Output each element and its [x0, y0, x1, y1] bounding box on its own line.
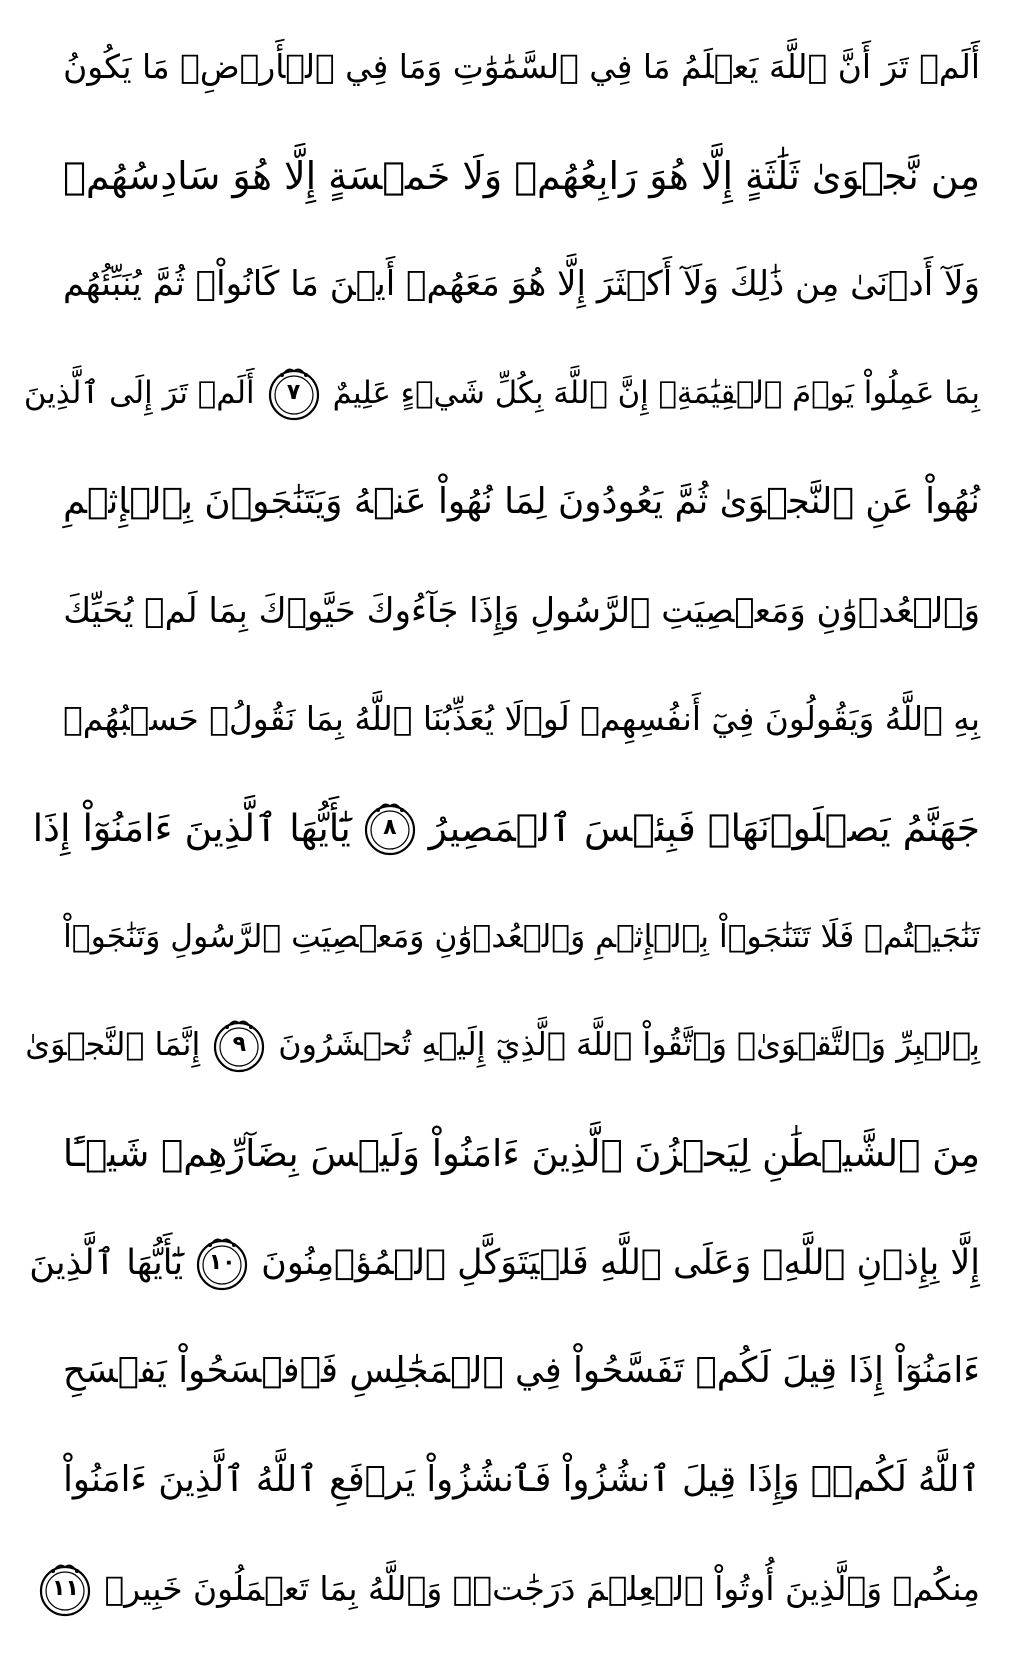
verse-text: يَٰٓأَيُّهَا ٱلَّذِينَ ءَامَنُوٓاْ إِذَا: [32, 805, 351, 850]
verse-text: تَنَٰجَيۡتُمۡ فَلَا تَتَنَٰجَوۡاْ بِٱلۡإِثۡمِ وَٱلۡعُدۡوَٰنِ وَمَعۡصِيَتِ ٱلرَّسُولِ وَتَنَٰجَوۡاْ: [63, 918, 980, 955]
quran-text-block: [23, 22, 980, 1634]
verse-text: مِنكُمۡ وَٱلَّذِينَ أُوتُواْ ٱلۡعِلۡمَ دَرَجَٰتٖۚ وَٱللَّهُ بِمَا تَعۡمَلُونَ خَبِيرٞ: [104, 1568, 980, 1608]
verse-text: إِنَّمَا ٱلنَّجۡوَىٰ: [25, 1027, 201, 1064]
ayah-end-ornament-icon: [193, 1234, 251, 1292]
verse-text: جَهَنَّمُ يَصۡلَوۡنَهَاۖ فَبِئۡسَ ٱلۡمَصِيرُ: [428, 805, 980, 850]
verse-text: ٱللَّهُ لَكُمۡۖ وَإِذَا قِيلَ ٱنشُزُواْ فَٱنشُزُواْ يَرۡفَعِ ٱللَّهُ ٱلَّذِينَ ءَامَنُواْ: [63, 1459, 980, 1501]
text-line-4: [23, 348, 980, 438]
verse-text: نُهُواْ عَنِ ٱلنَّجۡوَىٰ ثُمَّ يَعُودُونَ لِمَا نُهُواْ عَنۡهُ وَيَتَنَٰجَوۡنَ بِٱلۡإِثۡمِ: [63, 480, 980, 522]
verse-text: بِٱلۡبِرِّ وَٱلتَّقۡوَىٰۖ وَٱتَّقُواْ ٱللَّهَ ٱلَّذِيٓ إِلَيۡهِ تُحۡشَرُونَ: [278, 1027, 980, 1064]
ayah-number: ٧: [286, 380, 301, 406]
text-line-6: [44, 566, 980, 656]
verse-text: ءَامَنُوٓاْ إِذَا قِيلَ لَكُمۡ تَفَسَّحُواْ فِي ٱلۡمَجَٰلِسِ فَٱفۡسَحُواْ يَفۡسَحِ: [62, 1350, 980, 1392]
text-line-9: [44, 892, 980, 982]
ayah-number: ١١: [52, 1575, 79, 1601]
text-line-10: [25, 1000, 980, 1090]
ayah-end-ornament-icon: [36, 1560, 94, 1618]
verse-text: يَٰٓأَيُّهَا ٱلَّذِينَ: [29, 1242, 184, 1283]
verse-text: بِهِ ٱللَّهُ وَيَقُولُونَ فِيٓ أَنفُسِهِمۡ لَوۡلَا يُعَذِّبُنَا ٱللَّهُ بِمَا نَقُولُۚ حَسۡبُهُمۡ: [63, 700, 980, 739]
text-line-5: [44, 457, 980, 547]
ayah-number: ٨: [383, 814, 397, 840]
verse-text: مِن نَّجۡوَىٰ ثَلَٰثَةٍ إِلَّا هُوَ رَابِعُهُمۡ وَلَا خَمۡسَةٍ إِلَّا هُوَ سَادِسُهُمۡ: [63, 153, 980, 198]
ayah-end-ornament-icon: [265, 364, 323, 422]
verse-text: أَلَمۡ تَرَ إِلَى ٱلَّذِينَ: [23, 375, 255, 412]
text-line-8: [32, 783, 980, 873]
verse-text: إِلَّا بِإِذۡنِ ٱللَّهِۚ وَعَلَى ٱللَّهِ فَلۡيَتَوَكَّلِ ٱلۡمُؤۡمِنُونَ: [261, 1242, 980, 1283]
text-line-2: [44, 131, 980, 221]
verse-text: وَٱلۡعُدۡوَٰنِ وَمَعۡصِيَتِ ٱلرَّسُولِ وَإِذَا جَآءُوكَ حَيَّوۡكَ بِمَا لَمۡ يُحَيِّكَ: [63, 590, 980, 631]
text-line-3: [44, 239, 980, 329]
text-line-14: [44, 1435, 980, 1525]
verse-text: مِنَ ٱلشَّيۡطَٰنِ لِيَحۡزُنَ ٱلَّذِينَ ءَامَنُواْ وَلَيۡسَ بِضَآرِّهِمۡ شَيۡـًٔا: [62, 1132, 980, 1176]
ayah-number: ٩: [232, 1032, 246, 1058]
text-line-11: [44, 1109, 980, 1199]
text-line-12: [29, 1218, 980, 1308]
verse-text: وَلَآ أَدۡنَىٰ مِن ذَٰلِكَ وَلَآ أَكۡثَرَ إِلَّا هُوَ مَعَهُمۡ أَيۡنَ مَا كَانُواْۖ ثُمَّ يُنَبِّئُهُم: [62, 264, 980, 305]
verse-text: أَلَمۡ تَرَ أَنَّ ٱللَّهَ يَعۡلَمُ مَا فِي ٱلسَّمَٰوَٰتِ وَمَا فِي ٱلۡأَرۡضِۖ مَا يَكُونُ: [63, 47, 980, 86]
ayah-end-ornament-icon: [210, 1016, 268, 1074]
verse-text: بِمَا عَمِلُواْ يَوۡمَ ٱلۡقِيَٰمَةِۚ إِنَّ ٱللَّهَ بِكُلِّ شَيۡءٍ عَلِيمٌ: [332, 375, 980, 412]
text-line-7: [44, 674, 980, 764]
ayah-number: ١٠: [208, 1249, 236, 1275]
text-line-15: [44, 1544, 980, 1634]
text-line-1: [44, 22, 980, 112]
ayah-end-ornament-icon: [361, 799, 419, 857]
text-line-13: [44, 1326, 980, 1416]
